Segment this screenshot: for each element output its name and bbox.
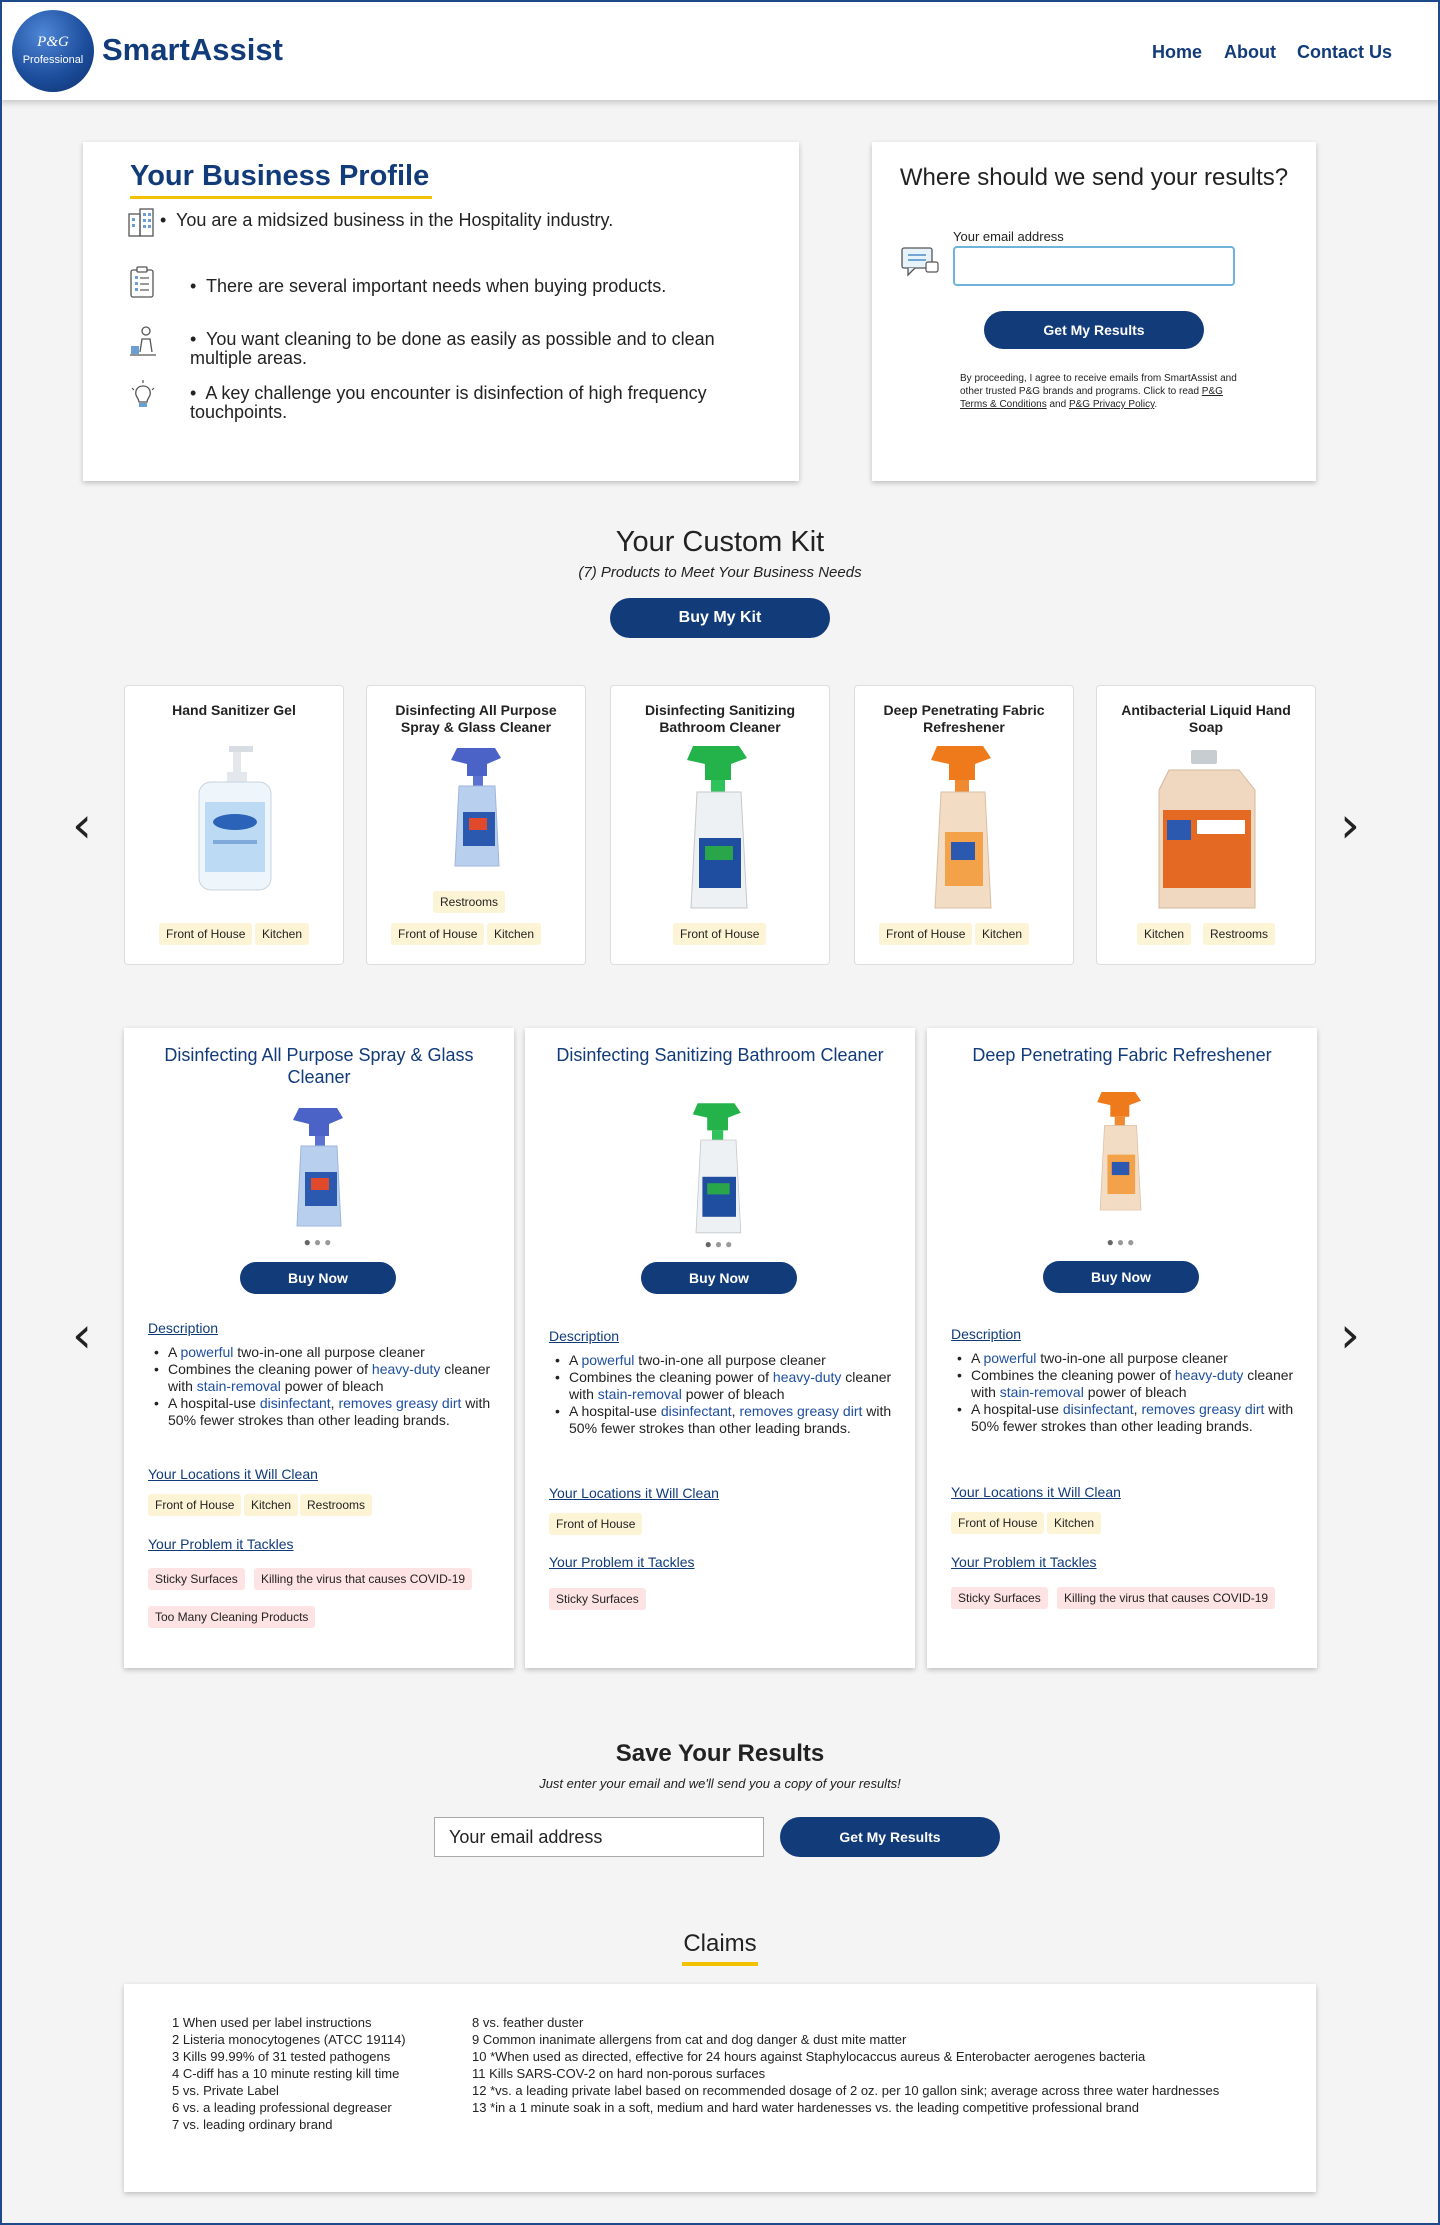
description-heading: Description (148, 1320, 219, 1336)
spray-bottle-blue-image (437, 742, 517, 872)
profile-item-text: You want cleaning to be done as easily as possible and to clean multiple areas. (190, 329, 715, 368)
location-tag: Kitchen (255, 923, 309, 945)
description-heading: Description (549, 1328, 620, 1344)
description-text: , (731, 1403, 740, 1419)
product-card[interactable] (124, 685, 344, 965)
description-text: Combines the cleaning power of (971, 1367, 1175, 1383)
nav-home[interactable]: Home (1152, 42, 1203, 62)
cleaning-person-icon (128, 324, 158, 356)
description-text: A (569, 1352, 582, 1368)
description-text: with 50% fewer strokes than other leading brands. (168, 1395, 491, 1428)
highlight-text: powerful (180, 1344, 234, 1360)
save-results-title: Save Your Results (615, 1740, 825, 1767)
profile-item: • You want cleaning to be done as easily as possible and to clean multiple areas. (190, 329, 715, 368)
product-card[interactable] (366, 685, 586, 965)
product-name: Hand Sanitizer Gel (172, 702, 296, 718)
logo-subtext: Professional (22, 54, 84, 66)
description-item (555, 1403, 895, 1437)
location-tag: Restrooms (300, 1494, 372, 1516)
image-pager-dots[interactable]: ●●● (704, 1237, 736, 1251)
description-item (555, 1352, 895, 1369)
claims-title: Claims (683, 1930, 757, 1957)
description-text: power of bleach (681, 1386, 785, 1402)
get-my-results-button[interactable]: Get My Results (984, 311, 1204, 349)
description-text: two-in-one all purpose cleaner (634, 1352, 826, 1368)
location-tag: Front of House (391, 923, 484, 945)
description-item (154, 1395, 494, 1429)
description-text: two-in-one all purpose cleaner (1036, 1350, 1228, 1366)
product-name: Disinfecting Sanitizing Bathroom Cleaner (644, 702, 796, 735)
description-text: Combines the cleaning power of (569, 1369, 773, 1385)
pg-professional-logo[interactable] (12, 10, 94, 92)
highlight-text: powerful (581, 1352, 635, 1368)
kit-title: Your Custom Kit (615, 526, 825, 558)
hand-soap-jug-image (1147, 746, 1267, 916)
profile-item-text: You are a midsized business in the Hospitality industry. (175, 210, 614, 230)
claims-list-left (172, 2014, 462, 2133)
highlight-text: removes greasy dirt (739, 1403, 863, 1419)
carousel-next-icon[interactable]: › (1340, 796, 1360, 854)
detail-title: Disinfecting All Purpose Spray & Glass Cleaner (164, 1045, 474, 1087)
highlight-text: heavy-duty (371, 1361, 441, 1377)
image-pager-dots[interactable]: ●●● (1106, 1235, 1138, 1249)
profile-item-text: A key challenge you encounter is disinfection of high frequency touchpoints. (190, 383, 707, 422)
highlight-text: removes greasy dirt (1141, 1401, 1265, 1417)
details-next-icon[interactable]: › (1340, 1306, 1360, 1364)
email-label: Your email address (953, 229, 1064, 244)
description-heading: Description (951, 1326, 1022, 1342)
location-tag: Front of House (951, 1512, 1044, 1534)
lightbulb-icon (128, 380, 158, 412)
nav-about[interactable]: About (1224, 42, 1276, 62)
details-prev-icon[interactable]: ‹ (72, 1306, 92, 1364)
location-tag: Front of House (879, 923, 972, 945)
spray-bottle-green-image (673, 742, 769, 912)
problems-heading: Your Problem it Tackles (951, 1554, 1097, 1570)
product-card[interactable] (1096, 685, 1316, 965)
claim-item: 6 vs. a leading professional degreaser (172, 2100, 392, 2115)
description-item (957, 1350, 1297, 1367)
description-text: , (330, 1395, 339, 1411)
description-text: A hospital-use (168, 1395, 260, 1411)
highlight-text: disinfectant (259, 1395, 331, 1411)
claims-list-right (472, 2014, 1312, 2116)
nav-contact-us[interactable]: Contact Us (1297, 42, 1393, 62)
chat-bubble-icon (900, 246, 940, 278)
claim-item: 4 C-diff has a 10 minute resting kill time (172, 2066, 400, 2081)
highlight-text: powerful (983, 1350, 1037, 1366)
logo-text: P&G (37, 34, 69, 50)
description-text: Combines the cleaning power of (168, 1361, 372, 1377)
location-tag: Kitchen (1137, 923, 1191, 945)
problem-tag: Sticky Surfaces (951, 1587, 1048, 1609)
product-detail-card (525, 1028, 915, 1668)
claim-item: 3 Kills 99.99% of 31 tested pathogens (172, 2049, 391, 2064)
consent-text (960, 372, 1240, 411)
description-list (555, 1352, 895, 1437)
save-email-input[interactable] (434, 1817, 764, 1857)
highlight-text: heavy-duty (772, 1369, 842, 1385)
description-text: two-in-one all purpose cleaner (233, 1344, 425, 1360)
description-item (154, 1361, 494, 1395)
claim-item: 2 Listeria monocytogenes (ATCC 19114) (172, 2032, 406, 2047)
terms-link[interactable]: P&G Terms & Conditions (960, 386, 1223, 410)
claim-item: 10 *When used as directed, effective for 24 hours against Staphylocaccus aureus & Enterobacter aerogenes bacteria (472, 2049, 1146, 2064)
highlight-text: disinfectant (660, 1403, 732, 1419)
problems-heading: Your Problem it Tackles (549, 1554, 695, 1570)
privacy-link[interactable]: P&G Privacy Policy (1068, 399, 1155, 410)
description-item (957, 1367, 1297, 1401)
buy-now-button[interactable]: Buy Now (240, 1262, 396, 1294)
consent-conjunction: and (1046, 399, 1069, 410)
product-detail-card (124, 1028, 514, 1668)
description-text: cleaner with (971, 1367, 1294, 1400)
claim-item: 11 Kills SARS-COV-2 on hard non-porous surfaces (472, 2066, 766, 2081)
image-pager-dots[interactable]: ●●● (303, 1235, 335, 1249)
description-text: , (1133, 1401, 1142, 1417)
claims-title-underline (682, 1962, 758, 1966)
location-tag: Front of House (673, 923, 766, 945)
kit-subtitle: (7) Products to Meet Your Business Needs (578, 564, 862, 581)
highlight-text: heavy-duty (1174, 1367, 1244, 1383)
buy-my-kit-button[interactable]: Buy My Kit (610, 598, 830, 638)
problem-tag: Killing the virus that causes COVID-19 (1057, 1587, 1275, 1609)
description-text: A hospital-use (569, 1403, 661, 1419)
description-list (154, 1344, 494, 1429)
location-tag: Front of House (148, 1494, 241, 1516)
buy-now-button[interactable]: Buy Now (1043, 1261, 1199, 1293)
description-text: with 50% fewer strokes than other leading brands. (569, 1403, 892, 1436)
profile-item: • There are several important needs when buying products. (190, 276, 667, 296)
problem-tag: Too Many Cleaning Products (148, 1606, 315, 1628)
highlight-text: disinfectant (1062, 1401, 1134, 1417)
description-text: power of bleach (1083, 1384, 1187, 1400)
consent-period: . (1154, 399, 1158, 410)
save-results-subtitle: Just enter your email and we'll send you a copy of your results! (539, 1776, 901, 1791)
highlight-text: stain-removal (196, 1378, 281, 1394)
save-get-my-results-button[interactable]: Get My Results (780, 1817, 1000, 1857)
header (0, 0, 1440, 100)
spray-bottle-orange-image (917, 742, 1013, 912)
description-text: power of bleach (280, 1378, 384, 1394)
building-icon (126, 206, 156, 238)
problem-tag: Sticky Surfaces (148, 1568, 245, 1590)
location-tag: Kitchen (244, 1494, 298, 1516)
locations-heading: Your Locations it Will Clean (148, 1466, 318, 1482)
description-item (957, 1401, 1297, 1435)
description-text: A hospital-use (971, 1401, 1063, 1417)
claim-item: 5 vs. Private Label (172, 2083, 279, 2098)
description-text: cleaner with (569, 1369, 892, 1402)
carousel-prev-icon[interactable]: ‹ (72, 796, 92, 854)
claim-item: 13 *in a 1 minute soak in a soft, medium and hard water hardenesses vs. the leading competitive professional brand (472, 2100, 1139, 2115)
problems-heading: Your Problem it Tackles (148, 1536, 294, 1552)
clipboard-icon (128, 266, 158, 298)
buy-now-button[interactable]: Buy Now (641, 1262, 797, 1294)
description-item (555, 1369, 895, 1403)
description-text: cleaner with (168, 1361, 491, 1394)
claim-item: 12 *vs. a leading private label based on recommended dosage of 2 oz. per 10 gallon sink; average across three water hardnesses (472, 2083, 1220, 2098)
description-text: with 50% fewer strokes than other leading brands. (971, 1401, 1294, 1434)
detail-title: Disinfecting Sanitizing Bathroom Cleaner (556, 1045, 884, 1065)
profile-item-text: There are several important needs when buying products. (205, 276, 667, 296)
product-name: Deep Penetrating Fabric Refreshener (883, 702, 1045, 735)
spray-bottle-blue-image (279, 1102, 359, 1232)
description-text: A (168, 1344, 181, 1360)
location-tag: Kitchen (975, 923, 1029, 945)
description-item (154, 1344, 494, 1361)
email-field[interactable] (953, 246, 1235, 286)
problem-tag: Sticky Surfaces (549, 1588, 646, 1610)
location-tag: Restrooms (1203, 923, 1275, 945)
location-tag: Kitchen (487, 923, 541, 945)
detail-title: Deep Penetrating Fabric Refreshener (972, 1045, 1272, 1065)
claim-item: 1 When used per label instructions (172, 2015, 372, 2030)
profile-item: • A key challenge you encounter is disinfection of high frequency touchpoints. (190, 383, 707, 422)
description-text: A (971, 1350, 984, 1366)
product-detail-card (927, 1028, 1317, 1668)
description-list (957, 1350, 1297, 1435)
send-results-title: Where should we send your results? (899, 164, 1289, 191)
location-tag: Kitchen (1047, 1512, 1101, 1534)
location-tag: Front of House (159, 923, 252, 945)
claim-item: 8 vs. feather duster (472, 2015, 584, 2030)
product-card[interactable] (854, 685, 1074, 965)
highlight-text: removes greasy dirt (338, 1395, 462, 1411)
spray-bottle-green-image (680, 1100, 760, 1236)
locations-heading: Your Locations it Will Clean (549, 1485, 719, 1501)
highlight-text: stain-removal (999, 1384, 1084, 1400)
consent-copy: By proceeding, I agree to receive emails from SmartAssist and other trusted P&G brands and programs. Click to read (960, 373, 1237, 397)
product-name: Disinfecting All Purpose Spray & Glass Cleaner (395, 702, 557, 735)
profile-item: • You are a midsized business in the Hospitality industry. (160, 210, 614, 230)
claim-item: 7 vs. leading ordinary brand (172, 2117, 333, 2132)
spray-bottle-orange-image (1087, 1088, 1157, 1214)
product-card[interactable] (610, 685, 830, 965)
brand-name: SmartAssist (102, 32, 283, 67)
locations-heading: Your Locations it Will Clean (951, 1484, 1121, 1500)
problem-tag: Killing the virus that causes COVID-19 (254, 1568, 472, 1590)
location-tag: Restrooms (433, 891, 505, 913)
hand-sanitizer-image (187, 742, 283, 892)
product-name: Antibacterial Liquid Hand Soap (1121, 702, 1291, 735)
location-tag: Front of House (549, 1513, 642, 1535)
profile-title-underline (130, 196, 432, 199)
highlight-text: stain-removal (597, 1386, 682, 1402)
profile-title: Your Business Profile (130, 160, 430, 192)
claim-item: 9 Common inanimate allergens from cat and dog danger & dust mite matter (472, 2032, 907, 2047)
